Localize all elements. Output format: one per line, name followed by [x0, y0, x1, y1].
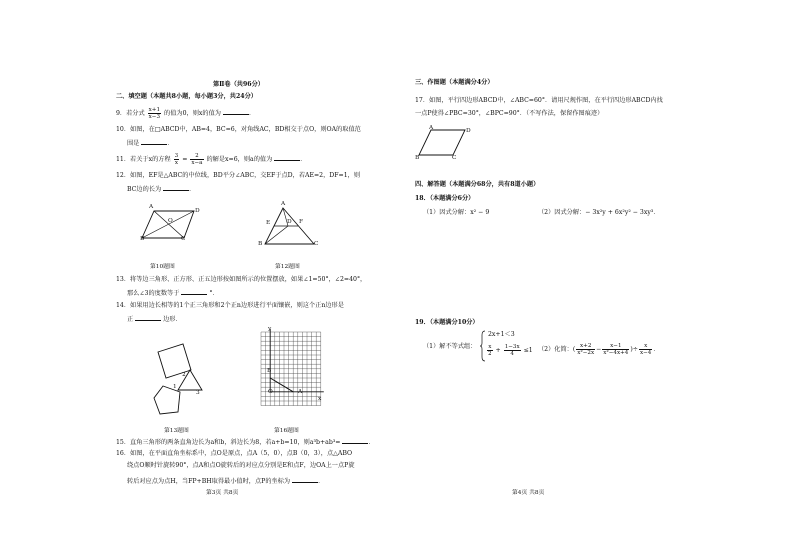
q19-ineq1: 2x+1＜3 [488, 331, 515, 338]
ineq2-d1: 2 [488, 351, 492, 357]
question-12-line2: BC边的长为 ． [127, 186, 196, 193]
fig17-label-d: D [466, 128, 471, 134]
q13-line1: 13．将等边三角形、正方形、正五边形按如图所示的位置摆放，如果∠1=50°，∠2=40°， [116, 276, 367, 283]
fig13-caption: 第13题图 [164, 428, 189, 434]
figure-12 [260, 205, 320, 250]
expr-end: ． [653, 346, 660, 353]
expr-frac3 [639, 343, 652, 356]
q12-line1: 12．如图，EF是△ABC的中位线，BD平分∠ABC，交EF于点D，若AE=2，DF=1，则 [116, 172, 361, 179]
ineq2-n2: 1−3x [504, 344, 520, 350]
question-15: 15．直角三角形的两条直角边长为a和b，斜边长为8，若a+b=10，则a³b+ab³= ． [116, 439, 375, 446]
question-11: 11．若关于x的方程 $\frac{3}{x}$ = $\frac{2}{x-a}$ 的解是x=6，则a的值为 ． [116, 153, 307, 166]
fig12-label-c: C [314, 241, 319, 247]
answer-blank[interactable] [163, 184, 189, 191]
expr-d3: x−4 [639, 350, 652, 356]
q15-text: 15．直角三角形的两条直角边长为a和b，斜边长为8，若a+b=10，则a³b+ab³= [116, 439, 341, 446]
fig12-caption: 第12题图 [275, 264, 300, 270]
q9-fraction [148, 107, 161, 120]
segment-ab [270, 378, 293, 392]
fig10-label-o: O [168, 218, 173, 224]
q10-line1: 10．如图，在□ABCD中，AB=4，BC=6，对角线AC，BD相交于点O，则OA的取值范 [116, 126, 361, 133]
question-14-line2 [127, 314, 182, 324]
fig10-label-d: D [195, 208, 200, 214]
q18-title: 18．（本题满分6分） [415, 195, 475, 202]
fig17-label-c: C [452, 155, 457, 161]
q19-sub2-label: （2）化简： [538, 346, 573, 353]
part3-heading: 三、作图题（本题满分4分） [415, 79, 494, 86]
expr-d1: x²−2x [577, 350, 595, 356]
fig12-label-d: D [287, 219, 292, 225]
fig12-label-a: A [281, 201, 286, 207]
q11-fraction-1 [174, 153, 180, 166]
fig10-label-b: B [140, 236, 145, 242]
q11-text: 11．若关于x的方程 [116, 156, 171, 163]
q19-sub1-label: （1）解不等式组： [423, 343, 477, 350]
fig10-caption: 第10题图 [150, 264, 175, 270]
q17-line2: 一点P使得∠PBC=30°，∠BPC=90°．（不写作法，保留作图痕迹） [415, 110, 604, 117]
answer-blank[interactable] [141, 138, 167, 145]
answer-blank[interactable] [292, 476, 318, 483]
fig13-angle-2: 2 [182, 372, 186, 378]
part4-heading: 四、解答题（本题满分68分，共有8道小题） [415, 181, 540, 188]
fig12-label-b: B [258, 241, 263, 247]
fig10-label-c: C [181, 236, 186, 242]
q11-fraction-2 [190, 153, 203, 166]
fig17-label-b: B [415, 155, 420, 161]
page-4 [397, 0, 794, 560]
fig13-angle-1: 1 [173, 384, 177, 390]
q9-numerator: x+1 [148, 107, 161, 113]
figure-17 [417, 128, 469, 160]
expr-n1: x+2 [576, 343, 595, 350]
q10-line2: 围是 [127, 140, 140, 147]
page-footer-left: 第3页 共8页 [206, 490, 239, 496]
q11-equals: = [182, 156, 188, 163]
q19-sub2: （2）化简：( $\frac{x+2}{\text{x²−2x}}$ − $\frac{x-1}{\text{x²−4x+4}}$ )÷ $\frac{x}{x-4}$ ． [538, 343, 660, 356]
fig10-label-a: A [149, 204, 154, 210]
q11-den2: x−a [191, 160, 203, 166]
ineq2-n1: x [488, 344, 492, 350]
q9-denominator: x−3 [148, 114, 161, 120]
q16-line1: 16．如图，在平面直角坐标系中，点O是原点，点A（5，0），点B（0，3），点△ABO [116, 450, 353, 457]
q18-sub1: （1）因式分解：x² − 9 [423, 209, 490, 216]
q11-num2: 2 [190, 153, 203, 160]
answer-blank[interactable] [181, 288, 207, 295]
fig16-label-o: O [268, 389, 273, 395]
question-16-line3: 转后对应点为点H，当FP+BH取得最小值时，点P的坐标为 ． [127, 478, 325, 485]
answer-blank[interactable] [274, 154, 300, 161]
q14-line2: 正 [127, 316, 134, 323]
ineq2-d2: 4 [510, 351, 514, 357]
expr-minus: − [596, 346, 602, 353]
expr-div: ÷ [632, 346, 638, 353]
expr-n3: x [639, 343, 652, 350]
answer-blank[interactable] [342, 437, 368, 444]
section-title: 第Ⅱ卷（共96分） [213, 81, 264, 88]
q19-ineq2 [486, 344, 533, 357]
fig16-label-b: B [267, 368, 272, 374]
q19-title: 19．（本题满分10分） [415, 319, 479, 326]
fig16-caption: 第16题图 [274, 428, 299, 434]
figure-13 [150, 340, 220, 425]
expr-frac2 [602, 343, 629, 356]
q11-text-post: 的解是x=6，则a的值为 [206, 156, 273, 163]
ineq2-frac1 [487, 344, 493, 357]
expr-frac1 [576, 343, 595, 356]
fig16-label-a: A [298, 389, 303, 395]
fig13-angle-3: 3 [196, 390, 200, 396]
answer-blank[interactable] [135, 314, 161, 321]
q18-sub2: （2）因式分解：− 3x²y + 6x²y² − 3xy³． [538, 209, 660, 216]
ineq2-frac2 [504, 344, 521, 357]
page-footer-right: 第4页 共8页 [512, 490, 545, 496]
fig12-label-f: F [299, 219, 304, 225]
q14-line1: 14．如果用边长相等的1个正三角形和2个正n边形进行平面镶嵌，则这个正n边形是 [116, 302, 344, 309]
q14-post: 边形． [163, 316, 182, 323]
q9-text-post: 的值为0，则x的值为 [164, 110, 221, 117]
answer-blank[interactable] [223, 108, 249, 115]
q11-den1: x [174, 160, 179, 166]
ineq2-plus: + [495, 347, 501, 354]
ineq2-post: ≤1 [523, 347, 533, 354]
question-13-line2 [127, 288, 219, 298]
fig17-label-a: A [429, 125, 434, 131]
question-9: 9．若分式 $\frac{x+1}{x-3}$ 的值为0，则x的值为 ． [116, 107, 256, 120]
q17-line1: 17．如图，平行四边形ABCD中，∠ABC=60°．请用尺规作图，在平行四边形ABCD内找 [415, 97, 663, 104]
expr-n2: x−1 [602, 343, 629, 350]
fig16-label-y: y [268, 326, 272, 332]
fig16-label-x: x [318, 396, 322, 402]
fig12-label-e: E [266, 220, 271, 226]
q13-unit: °． [209, 290, 219, 297]
q11-num1: 3 [174, 153, 179, 159]
q12-line2: BC边的长为 [127, 186, 162, 193]
q16-line2: 绕点O顺时针旋转90°，点A和点O旋转后的对应点分别是E和点F，边OA上一点P旋 [127, 462, 355, 469]
q9-text: 9．若分式 [116, 110, 145, 117]
expr-d2: x²−4x+4 [603, 350, 629, 356]
q13-line2: 那么∠3的度数等于 [127, 290, 180, 297]
q16-line3: 转后对应点为点H，当FP+BH取得最小值时，点P的坐标为 [127, 478, 291, 485]
part2-heading: 二、填空题（本题共8小题，每小题3分，共24分） [116, 93, 257, 100]
question-10-line2: 围是 ． [127, 140, 174, 147]
